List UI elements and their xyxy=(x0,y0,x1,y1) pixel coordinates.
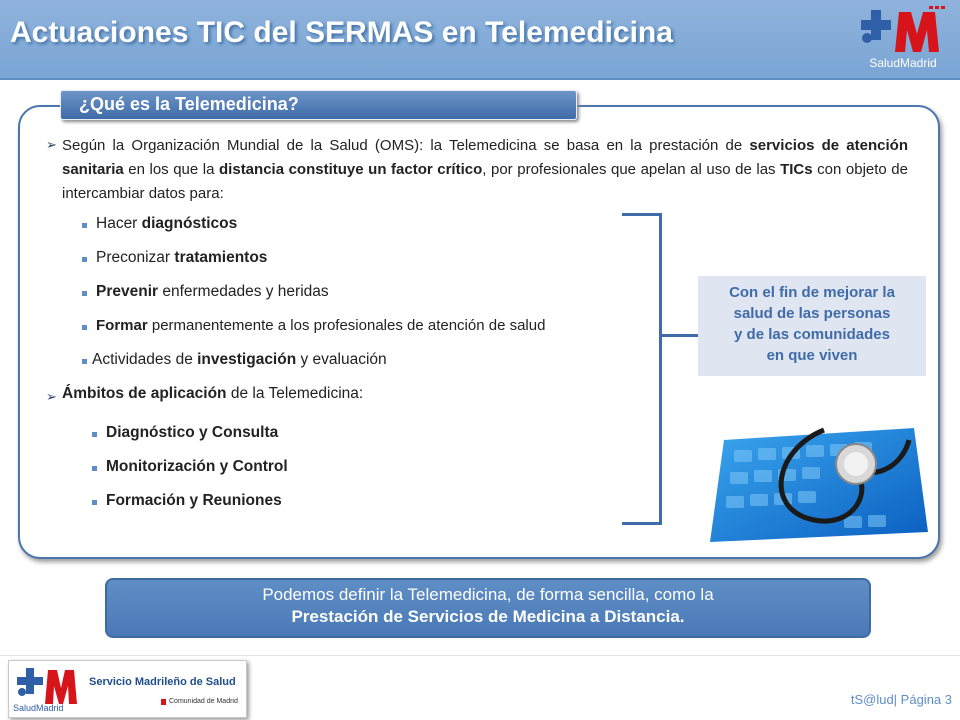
intro-bold-3: TICs xyxy=(780,161,813,178)
callout-line: Con el fin de mejorar la xyxy=(729,284,895,301)
intro-paragraph xyxy=(62,134,908,206)
footer-community: Comunidad de Madrid xyxy=(169,698,238,705)
square-bullet-icon xyxy=(92,432,97,437)
saludmadrid-logo-mark xyxy=(855,4,951,58)
intro-bold-2: distancia constituye un factor crítico xyxy=(219,161,483,178)
page-number: tS@lud| Página 3 xyxy=(850,692,952,707)
footer-divider xyxy=(0,655,960,656)
intro-text-4: con objeto de intercambiar datos para: xyxy=(62,161,908,202)
arrow-bullet-icon: ➢ xyxy=(46,137,57,152)
logo-text: SaludMadrid xyxy=(869,56,937,70)
flag-icon xyxy=(161,699,166,705)
callout-box xyxy=(698,276,926,376)
section-tab-label: ¿Qué es la Telemedicina? xyxy=(79,94,299,114)
banner-line-2: Prestación de Servicios de Medicina a Distancia. xyxy=(291,607,685,626)
purpose-item: Formar permanentemente a los profesionales de atención de salud xyxy=(96,317,546,334)
square-bullet-icon xyxy=(82,257,87,262)
stethoscope-keyboard-image xyxy=(704,420,932,545)
footer-logo xyxy=(8,660,247,718)
intro-bold-1: servicios de atención sanitaria xyxy=(62,137,908,178)
intro-text-3: , por profesionales que apelan al uso de las xyxy=(482,161,781,178)
scope-heading: Ámbitos de aplicación de la Telemedicina: xyxy=(62,385,364,402)
section-tab xyxy=(60,90,577,120)
banner-line-1: Podemos definir la Telemedicina, de forma sencilla, como la xyxy=(262,585,714,604)
square-bullet-icon xyxy=(92,500,97,505)
square-bullet-icon xyxy=(82,223,87,228)
purpose-item: Preconizar tratamientos xyxy=(96,249,268,266)
scope-item: Formación y Reuniones xyxy=(106,492,282,509)
bracket xyxy=(622,213,662,525)
intro-text-1: Según la Organización Mundial de la Salud (OMS): la Telemedicina se basa en la prestación de xyxy=(62,137,750,154)
square-bullet-icon xyxy=(92,466,97,471)
purpose-item: Actividades de investigación y evaluación xyxy=(92,351,387,368)
definition-banner xyxy=(105,578,871,638)
slide-title: Actuaciones TIC del SERMAS en Telemedicina xyxy=(10,16,673,49)
scope-item: Diagnóstico y Consulta xyxy=(106,424,279,441)
square-bullet-icon xyxy=(82,325,87,330)
callout-line: y de las comunidades xyxy=(734,326,890,343)
purpose-item: Hacer diagnósticos xyxy=(96,215,238,232)
bracket-connector xyxy=(662,334,698,337)
square-bullet-icon xyxy=(82,359,87,364)
arrow-bullet-icon: ➢ xyxy=(46,389,57,404)
purpose-item: Prevenir enfermedades y heridas xyxy=(96,283,329,300)
intro-text-2: en los que la xyxy=(123,161,220,178)
callout-line: en que viven xyxy=(766,347,858,364)
square-bullet-icon xyxy=(82,291,87,296)
scope-item: Monitorización y Control xyxy=(106,458,288,475)
footer-logo-text: SaludMadrid xyxy=(13,703,64,713)
saludmadrid-logo xyxy=(855,4,951,72)
callout-line: salud de las personas xyxy=(733,305,891,322)
footer-org-name: Servicio Madrileño de Salud xyxy=(89,676,236,688)
